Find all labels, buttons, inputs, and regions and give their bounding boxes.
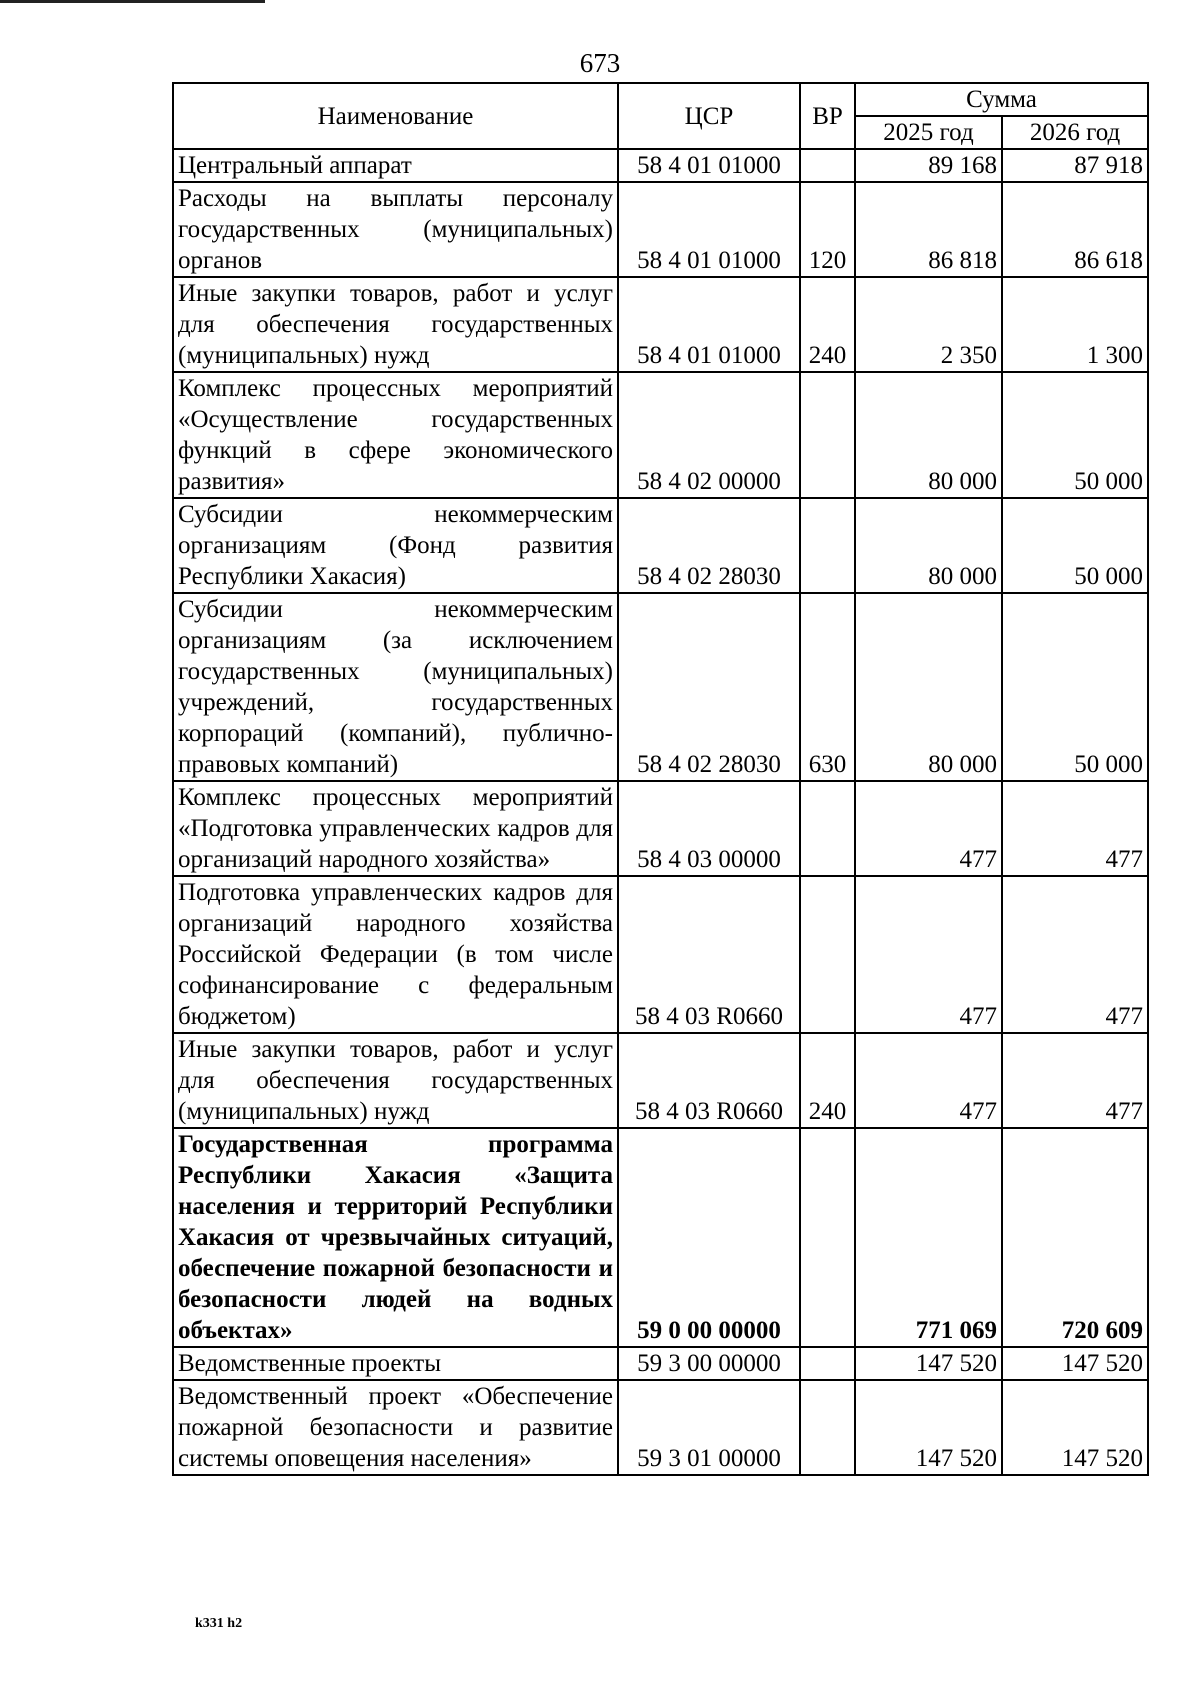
- row-vr-cell: [800, 498, 855, 593]
- row-vr-cell: [800, 781, 855, 876]
- row-amount-2025-cell: 477: [855, 876, 1002, 1033]
- table-row: [173, 1033, 1148, 1128]
- row-name-cell: Субсидии некоммерческим организациям (за исключением государственных (муниципальных) учреждений, государственных корпораций (компаний), публично-правовых компаний): [173, 593, 618, 781]
- row-amount-2026-cell: 147 520: [1002, 1347, 1148, 1380]
- row-amount-2026-cell: 1 300: [1002, 277, 1148, 372]
- row-amount-2025-cell: 86 818: [855, 182, 1002, 277]
- row-amount-2026-cell: 50 000: [1002, 593, 1148, 781]
- row-vr-cell: [800, 149, 855, 182]
- table-body: [173, 149, 1148, 1475]
- row-amount-2025-cell: 477: [855, 781, 1002, 876]
- row-amount-2026-cell: 147 520: [1002, 1380, 1148, 1475]
- header-row-top: [173, 83, 1148, 116]
- row-amount-2025-cell: 147 520: [855, 1380, 1002, 1475]
- row-amount-2026-cell: 87 918: [1002, 149, 1148, 182]
- page-number: 673: [579, 48, 621, 78]
- table-row: [173, 277, 1148, 372]
- header-sum: Сумма: [855, 83, 1148, 116]
- row-amount-2025-cell: 80 000: [855, 593, 1002, 781]
- row-csr-cell: 59 0 00 00000: [618, 1128, 800, 1347]
- row-csr-cell: 58 4 01 01000: [618, 277, 800, 372]
- row-vr-cell: 120: [800, 182, 855, 277]
- row-vr-cell: [800, 1128, 855, 1347]
- row-name-cell: Комплекс процессных мероприятий «Подготовка управленческих кадров для организаций народного хозяйства»: [173, 781, 618, 876]
- table-row: [173, 781, 1148, 876]
- table-row: [173, 593, 1148, 781]
- row-vr-cell: [800, 372, 855, 498]
- row-csr-cell: 59 3 01 00000: [618, 1380, 800, 1475]
- table-row: [173, 876, 1148, 1033]
- row-vr-cell: 630: [800, 593, 855, 781]
- table-row: [173, 182, 1148, 277]
- budget-table: [172, 82, 1149, 1476]
- row-csr-cell: 58 4 03 00000: [618, 781, 800, 876]
- row-amount-2025-cell: 80 000: [855, 372, 1002, 498]
- row-amount-2026-cell: 477: [1002, 1033, 1148, 1128]
- row-name-cell: Расходы на выплаты персоналу государственных (муниципальных) органов: [173, 182, 618, 277]
- row-vr-cell: [800, 1380, 855, 1475]
- row-vr-cell: 240: [800, 277, 855, 372]
- row-amount-2025-cell: 2 350: [855, 277, 1002, 372]
- row-amount-2025-cell: 89 168: [855, 149, 1002, 182]
- table-row: [173, 1128, 1148, 1347]
- row-name-cell: Субсидии некоммерческим организациям (Фонд развития Республики Хакасия): [173, 498, 618, 593]
- scan-edge-line: [0, 0, 265, 3]
- row-csr-cell: 58 4 03 R0660: [618, 876, 800, 1033]
- row-csr-cell: 58 4 02 28030: [618, 498, 800, 593]
- row-csr-cell: 58 4 01 01000: [618, 182, 800, 277]
- row-amount-2026-cell: 477: [1002, 781, 1148, 876]
- row-csr-cell: 58 4 03 R0660: [618, 1033, 800, 1128]
- row-name-cell: Ведомственные проекты: [173, 1347, 618, 1380]
- row-csr-cell: 58 4 02 28030: [618, 593, 800, 781]
- row-amount-2025-cell: 147 520: [855, 1347, 1002, 1380]
- row-amount-2026-cell: 720 609: [1002, 1128, 1148, 1347]
- row-amount-2025-cell: 771 069: [855, 1128, 1002, 1347]
- table-row: [173, 1380, 1148, 1475]
- row-name-cell: Государственная программа Республики Хакасия «Защита населения и территорий Республики Хакасия от чрезвычайных ситуаций, обеспечение пожарной безопасности и безопасности людей на водных объектах»: [173, 1128, 618, 1347]
- row-vr-cell: 240: [800, 1033, 855, 1128]
- row-csr-cell: 58 4 02 00000: [618, 372, 800, 498]
- footer-code: k331 h2: [195, 1616, 243, 1631]
- row-name-cell: Центральный аппарат: [173, 149, 618, 182]
- row-amount-2026-cell: 50 000: [1002, 498, 1148, 593]
- header-vr: ВР: [800, 83, 855, 149]
- row-name-cell: Ведомственный проект «Обеспечение пожарной безопасности и развитие системы оповещения населения»: [173, 1380, 618, 1475]
- row-amount-2026-cell: 50 000: [1002, 372, 1148, 498]
- header-year-2026: 2026 год: [1002, 116, 1148, 149]
- row-amount-2025-cell: 80 000: [855, 498, 1002, 593]
- table-row: [173, 1347, 1148, 1380]
- row-name-cell: Иные закупки товаров, работ и услуг для обеспечения государственных (муниципальных) нужд: [173, 1033, 618, 1128]
- row-amount-2026-cell: 86 618: [1002, 182, 1148, 277]
- row-name-cell: Комплекс процессных мероприятий «Осуществление государственных функций в сфере экономического развития»: [173, 372, 618, 498]
- row-vr-cell: [800, 876, 855, 1033]
- row-amount-2026-cell: 477: [1002, 876, 1148, 1033]
- row-csr-cell: 58 4 01 01000: [618, 149, 800, 182]
- row-csr-cell: 59 3 00 00000: [618, 1347, 800, 1380]
- header-csr: ЦСР: [618, 83, 800, 149]
- row-amount-2025-cell: 477: [855, 1033, 1002, 1128]
- row-name-cell: Иные закупки товаров, работ и услуг для обеспечения государственных (муниципальных) нужд: [173, 277, 618, 372]
- table-row: [173, 372, 1148, 498]
- header-name: Наименование: [173, 83, 618, 149]
- header-year-2025: 2025 год: [855, 116, 1002, 149]
- table-row: [173, 149, 1148, 182]
- row-vr-cell: [800, 1347, 855, 1380]
- table-row: [173, 498, 1148, 593]
- row-name-cell: Подготовка управленческих кадров для организаций народного хозяйства Российской Федерации (в том числе софинансирование с федеральным бюджетом): [173, 876, 618, 1033]
